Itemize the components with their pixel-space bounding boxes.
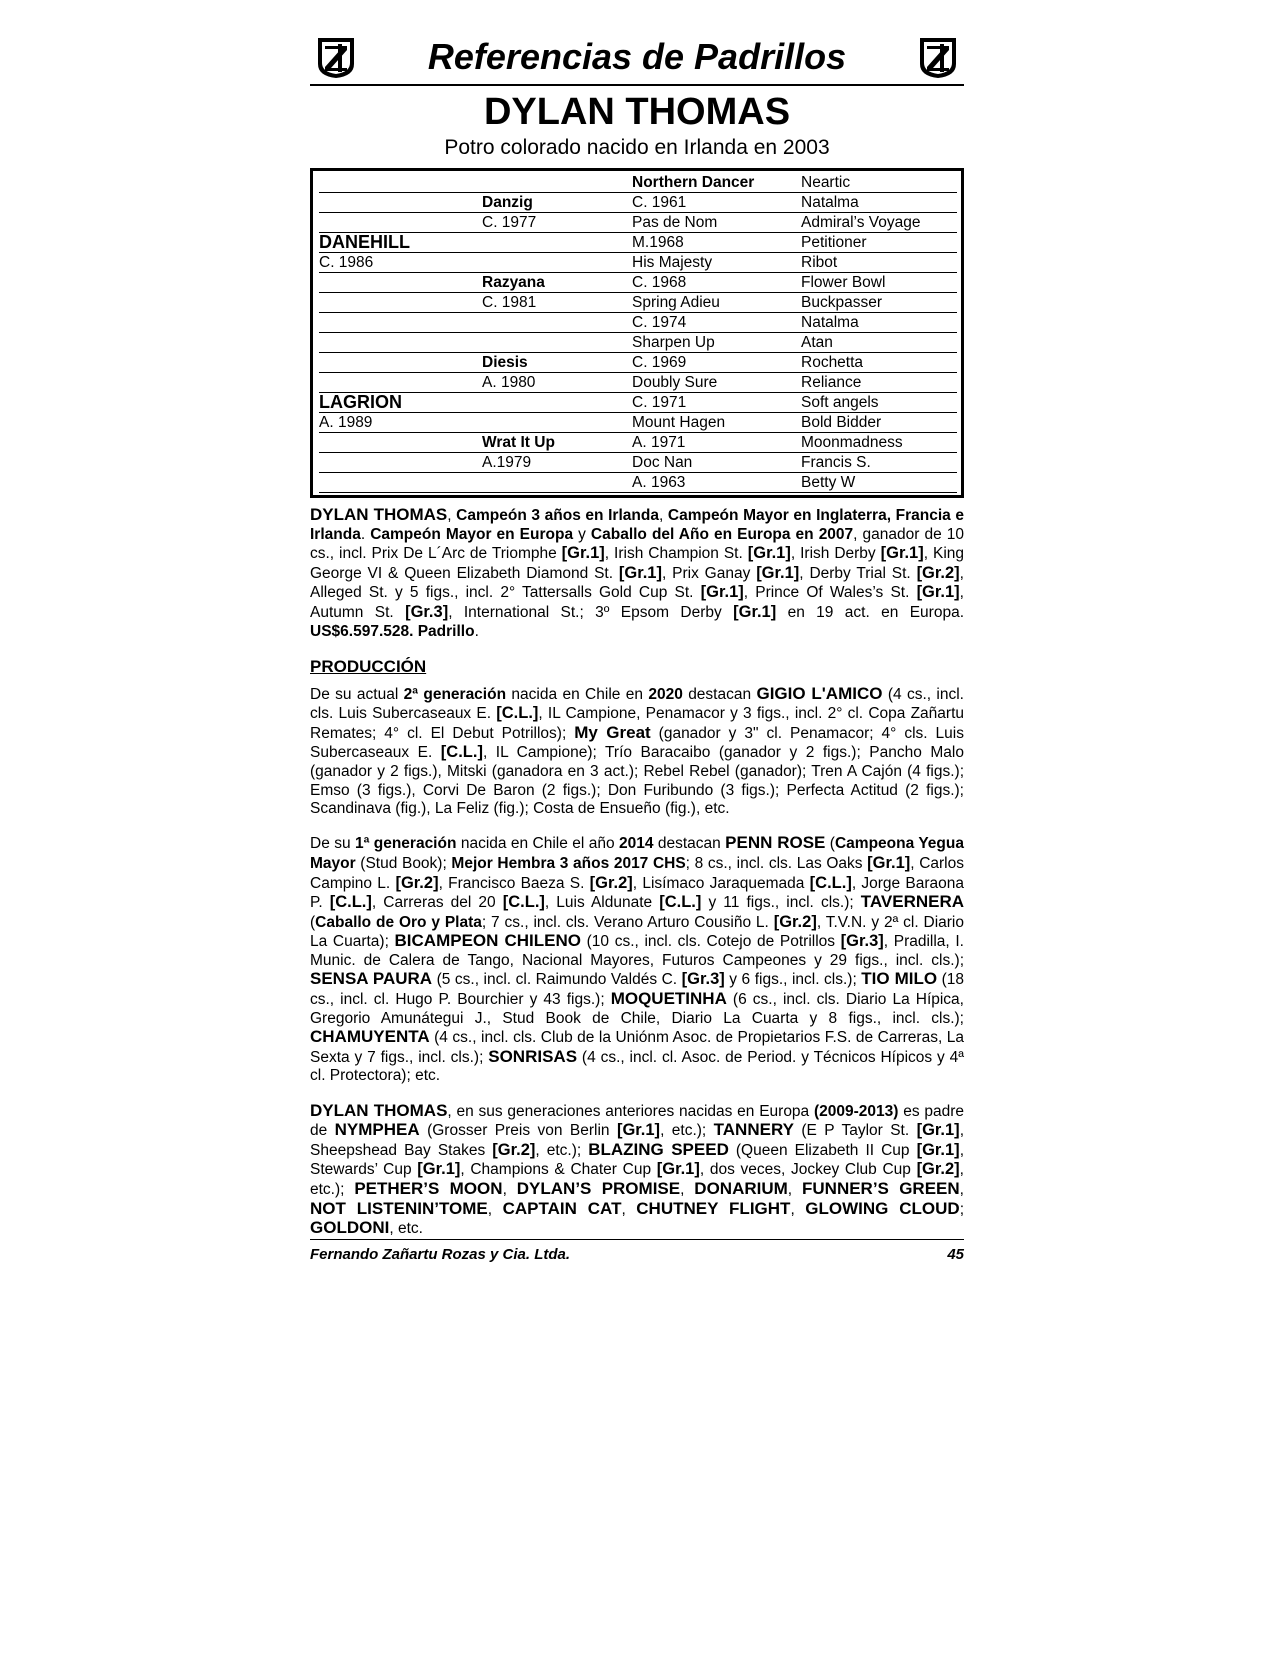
text-run: ( (825, 835, 835, 853)
page-header (310, 30, 964, 86)
text-run: y 6 figs., incl. cls.); (724, 971, 862, 989)
grade-badge: [C.L.] (440, 743, 483, 762)
text-run: (5 cs., incl. cl. Raimundo Valdés C. (432, 971, 682, 989)
pedigree-cell: Diesis (482, 354, 528, 371)
grade-badge: [Gr.2] (916, 1160, 960, 1179)
horse-name-ref: TIO MILO (861, 969, 938, 989)
pedigree-row (319, 433, 957, 453)
pedigree-cell: Northern Dancer (632, 174, 755, 191)
pedigree-cell: M.1968 (632, 234, 684, 251)
text-run: (4 cs., incl. cls. Luis Subercaseaux E. (310, 685, 964, 723)
text-run: Caballo de Oro y Plata (315, 913, 482, 931)
text-run: es padre de (310, 1102, 964, 1140)
grade-badge: [Gr.1] (916, 583, 960, 602)
grade-badge: [Gr.2] (589, 873, 633, 892)
pedigree-cell: A. 1971 (632, 434, 686, 451)
text-run: , Alleged St. y 5 figs., incl. 2° Tattersalls Gold Cup St. (310, 564, 964, 602)
text-run: , Lisímaco Jaraquemada (632, 874, 810, 892)
grade-badge: [C.L.] (496, 704, 539, 723)
text-run: (18 cs., incl. cl. Hugo P. Bourchier y 43 figs.); (310, 971, 964, 1009)
text-run: y (573, 525, 591, 543)
grade-badge: [Gr.1] (417, 1160, 461, 1179)
text-run: , (787, 1180, 802, 1198)
text-run: ; 8 cs., incl. cls. Las Oaks (685, 854, 868, 872)
pedigree-row (319, 453, 957, 473)
text-run: . (360, 525, 371, 543)
text-run: , Francisco Baeza S. (438, 874, 590, 892)
pedigree-cell: Bold Bidder (801, 414, 882, 431)
pedigree-cell: C. 1974 (632, 314, 687, 331)
pedigree-cell: Doubly Sure (632, 374, 718, 391)
text-run: , (658, 507, 668, 524)
horse-name-ref: SONRISAS (488, 1046, 578, 1066)
text-run: , IL Campione); Trío Baracaibo (ganador y 2 figs.); Pancho Malo (ganador y 2 figs.), Mitski (ganadora en 3 act.); Rebel Rebel (ganador); Tren A Cajón (4 figs.); Emso (3 figs.), Corvi De Baron (2 figs.); Don Furibundo (3 figs.); Perfecta Actitud (2 figs.); Scandinava (fig.), La Feliz (fig.); Costa de Ensueño (fig.), etc. (310, 744, 964, 818)
grade-badge: [Gr.3] (840, 932, 884, 951)
text-run: nacida en Chile el año (456, 835, 619, 853)
text-run: (ganador y 3" cl. Penamacor; 4° cls. Luis Subercaseaux E. (310, 724, 964, 762)
pedigree-cell: Rochetta (801, 354, 864, 371)
footer-company: Fernando Zañartu Rozas y Cia. Ltda. (310, 1246, 571, 1263)
text-run: (10 cs., incl. cls. Cotejo de Potrillos (581, 933, 841, 951)
grade-badge: [Gr.1] (616, 1121, 661, 1140)
text-run: ; (959, 1200, 965, 1218)
text-run: , etc.); (660, 1122, 714, 1140)
pedigree-cell: A. 1980 (482, 374, 536, 391)
text-run: (4 cs., incl. cl. Asoc. de Period. y Técnicos Hípicos y 4ª cl. Protectora); etc. (310, 1048, 964, 1085)
text-run: , Irish Derby (790, 545, 881, 563)
pedigree-row (319, 193, 957, 213)
generation-1-paragraph (310, 834, 964, 1086)
pedigree-cell: Pas de Nom (632, 214, 718, 231)
horse-name-ref: PETHER’S MOON (354, 1178, 503, 1198)
text-run: Mejor Hembra 3 años 2017 CHS (451, 854, 686, 872)
grade-badge: [Gr.1] (618, 563, 662, 582)
text-run: , (959, 1180, 964, 1198)
text-run: , Prince Of Wales’s St. (743, 584, 917, 602)
horse-name-ref: BICAMPEON CHILENO (394, 931, 581, 951)
pedigree-cell: Natalma (801, 194, 859, 211)
text-run: Campeón Mayor en Inglaterra, Francia e Irlanda (310, 507, 964, 543)
pedigree-cell: C. 1961 (632, 194, 687, 211)
grade-badge: [Gr.1] (656, 1160, 700, 1179)
text-run: , Jorge Baraona P. (310, 874, 964, 912)
grade-badge: [C.L.] (329, 893, 372, 912)
pedigree-cell: C. 1968 (632, 274, 687, 291)
text-run: , King George VI & Queen Elizabeth Diamond St. (310, 545, 965, 582)
text-run: (Stud Book); (355, 854, 452, 872)
text-run: 1ª generación (354, 835, 457, 853)
pedigree-cell: Petitioner (801, 234, 867, 251)
horse-name-ref: TANNERY (713, 1120, 794, 1140)
text-run: , Carlos Campino L. (310, 854, 964, 892)
text-run: , Luis Aldunate (544, 894, 660, 912)
page-number: 45 (947, 1246, 964, 1263)
text-run: (2009-2013) (813, 1102, 899, 1120)
grade-badge: [Gr.1] (880, 544, 924, 563)
horse-name-ref: MOQUETINHA (610, 989, 727, 1009)
campaign-paragraph (310, 506, 964, 641)
pedigree-cell: C. 1981 (482, 294, 537, 311)
grade-badge: [Gr.3] (681, 970, 725, 989)
text-run: , International St.; 3º Epsom Derby (448, 603, 734, 621)
pedigree-cell: C. 1971 (632, 394, 687, 411)
grade-badge: [Gr.2] (916, 563, 960, 582)
text-run: , Carreras del 20 (371, 894, 503, 912)
pedigree-cell: LAGRION (319, 392, 402, 412)
text-run: 2014 (618, 835, 654, 853)
horse-name-ref: CHUTNEY FLIGHT (636, 1198, 791, 1218)
pedigree-cell: C. 1986 (319, 254, 374, 271)
zr-monogram-logo (916, 34, 960, 80)
grade-badge: [Gr.2] (395, 873, 439, 892)
text-run: , Champions & Chater Cup (460, 1161, 657, 1179)
text-run: (Grosser Preis von Berlin (419, 1122, 617, 1140)
pedigree-cell: Sharpen Up (632, 334, 715, 351)
horse-name-ref: GLOWING CLOUD (805, 1198, 960, 1218)
generation-2-paragraph (310, 685, 964, 819)
text-run: ; 7 cs., incl. cls. Verano Arturo Cousiño L. (481, 913, 774, 931)
horse-name-ref: NOT LISTENIN’TOME (310, 1198, 488, 1218)
text-run: , (447, 507, 457, 524)
grade-badge: [Gr.1] (867, 853, 911, 872)
pedigree-cell: Danzig (482, 194, 533, 211)
pedigree-row (319, 353, 957, 373)
pedigree-row (319, 413, 957, 433)
horse-name-ref: CHAMUYENTA (310, 1027, 430, 1047)
pedigree-row (319, 213, 957, 233)
text-run: , (487, 1200, 503, 1218)
section-title: PRODUCCIÓN (310, 656, 427, 676)
text-run: nacida en Chile en (506, 685, 649, 703)
pedigree-row (319, 393, 957, 413)
pedigree-cell: Spring Adieu (632, 294, 720, 311)
pedigree-cell: A. 1963 (632, 474, 686, 491)
text-run: , Prix Ganay (661, 564, 757, 582)
pedigree-cell: Francis S. (801, 454, 871, 471)
grade-badge: [C.L.] (502, 893, 545, 912)
europe-paragraph (310, 1102, 964, 1239)
text-run: De su actual (310, 685, 404, 703)
text-run: (4 cs., incl. cls. Club de la Uniónm Asoc. de Propietarios F.S. de Carreras, La Sexta y 7 figs., incl. cls.); (310, 1029, 964, 1066)
text-run: , Irish Champion St. (604, 545, 748, 563)
text-run: , (680, 1180, 695, 1198)
horse-name: DYLAN THOMAS (483, 91, 791, 133)
text-run: en 19 act. en Europa. (776, 603, 965, 621)
pedigree-row (319, 173, 957, 193)
text-run: (E P Taylor St. (793, 1122, 917, 1140)
text-run: 2ª generación (403, 685, 507, 703)
horse-name-ref: BLAZING SPEED (588, 1139, 729, 1159)
pedigree-row (319, 253, 957, 273)
horse-name-ref: CAPTAIN CAT (502, 1198, 622, 1218)
horse-name-ref: DYLAN THOMAS (310, 1100, 448, 1120)
horse-subtitle: Potro colorado nacido en Irlanda en 2003 (444, 136, 830, 159)
grade-badge: [Gr.1] (916, 1140, 960, 1159)
text-run: ( (310, 913, 316, 931)
pedigree-cell: Natalma (801, 314, 859, 331)
horse-name-ref: PENN ROSE (725, 833, 826, 853)
grade-badge: [Gr.3] (405, 602, 449, 621)
pedigree-cell: Wrat It Up (482, 434, 555, 451)
pedigree-row (319, 373, 957, 393)
pedigree-row (319, 273, 957, 293)
pedigree-cell: C. 1969 (632, 354, 687, 371)
text-run: , Pradilla, I. Munic. de Calera de Tango, Nacional Mayores, Futuros Campeones y 29 figs., incl. cls.); (310, 933, 964, 969)
pedigree-cell: Betty W (801, 474, 856, 491)
text-run: Campeona Yegua Mayor (310, 835, 964, 872)
text-run: , etc.); (310, 1161, 964, 1198)
pedigree-cell: C. 1977 (482, 214, 537, 231)
grade-badge: [C.L.] (659, 893, 702, 912)
text-run: , (621, 1200, 637, 1218)
grade-badge: [C.L.] (809, 873, 852, 892)
text-run: , ganador de 10 cs., incl. Prix De L´Arc de Triomphe (310, 525, 964, 563)
text-run: Campeón 3 años en Irlanda (456, 507, 659, 524)
page (310, 30, 964, 1254)
page-footer (310, 1239, 964, 1263)
pedigree-table (310, 168, 964, 498)
text-run: De su (310, 835, 355, 853)
pedigree-cell: Moonmadness (801, 434, 903, 451)
text-run: US$6.597.528. Padrillo (310, 622, 475, 640)
pedigree-cell: DANEHILL (319, 232, 410, 252)
pedigree-row (319, 333, 957, 353)
text-run: . (474, 622, 479, 640)
pedigree-cell: Admiral’s Voyage (801, 214, 921, 231)
horse-name-ref: FUNNER’S GREEN (802, 1178, 960, 1198)
text-run: , (502, 1180, 517, 1198)
text-run: , etc. (389, 1220, 423, 1238)
text-run: , IL Campione, Penamacor y 3 figs., incl. 2° cl. Copa Zañartu Remates; 4° cl. El Debut Potrillos); (310, 705, 964, 742)
text-run: , Autumn St. (310, 584, 964, 621)
pedigree-row (319, 313, 957, 333)
pedigree-row (319, 233, 957, 253)
horse-name-ref: DONARIUM (694, 1178, 788, 1198)
grade-badge: [Gr.2] (492, 1140, 536, 1159)
grade-badge: [Gr.1] (733, 602, 777, 621)
pedigree-row (319, 293, 957, 313)
pedigree-cell: Mount Hagen (632, 414, 726, 431)
horse-name-ref: NYMPHEA (334, 1120, 420, 1140)
text-run: , dos veces, Jockey Club Cup (699, 1161, 917, 1179)
horse-name-ref: SENSA PAURA (310, 969, 433, 989)
text-run: , T.V.N. y 2ª cl. Diario La Cuarta); (310, 913, 964, 951)
text-run: , etc.); (535, 1141, 589, 1159)
text-run: y 11 figs., incl. cls.); (701, 894, 861, 912)
text-run: destacan (653, 835, 726, 853)
horse-name-ref: TAVERNERA (860, 892, 965, 912)
pedigree-cell: Soft angels (801, 394, 879, 411)
pedigree-cell: Doc Nan (632, 454, 693, 471)
pedigree-row (319, 473, 957, 493)
horse-name-ref: GIGIO L'AMICO (756, 683, 883, 703)
grade-badge: [Gr.1] (747, 544, 791, 563)
grade-badge: [Gr.1] (916, 1121, 960, 1140)
pedigree-cell: Atan (801, 334, 833, 351)
pedigree-cell: A.1979 (482, 454, 532, 471)
text-run: 2020 (648, 685, 683, 703)
text-run: , Stewards’ Cup (310, 1141, 964, 1179)
pedigree-cell: His Majesty (632, 254, 713, 271)
text-run: (Queen Elizabeth II Cup (728, 1141, 917, 1159)
horse-name-ref: DYLAN’S PROMISE (516, 1178, 681, 1198)
page-title: Referencias de Padrillos (427, 36, 847, 77)
text-run: Caballo del Año en Europa en 2007 (590, 525, 854, 543)
text-run: , Sheepshead Bay Stakes (310, 1122, 964, 1159)
text-run: Campeón Mayor en Europa (370, 525, 574, 543)
pedigree-cell: A. 1989 (319, 414, 373, 431)
horse-name-ref: DYLAN THOMAS (310, 505, 448, 524)
pedigree-cell: Neartic (801, 174, 851, 191)
text-run: , (790, 1200, 806, 1218)
horse-name-ref: GOLDONI (310, 1218, 390, 1238)
pedigree-cell: Flower Bowl (801, 274, 886, 291)
pedigree-cell: Ribot (801, 254, 838, 271)
pedigree-cell: Razyana (482, 274, 545, 291)
horse-name-ref: My Great (574, 722, 651, 742)
text-run: (6 cs., incl. cls. Diario La Hípica, Gregorio Amunátegui J., Stud Book de Chile, Diario La Cuarta y 8 figs., incl. cls.); (310, 991, 964, 1027)
grade-badge: [Gr.1] (561, 544, 605, 563)
pedigree-cell: Buckpasser (801, 294, 882, 311)
text-run: destacan (682, 685, 757, 703)
pedigree-cell: Reliance (801, 374, 862, 391)
text-run: , en sus generaciones anteriores nacidas en Europa (447, 1102, 814, 1120)
grade-badge: [Gr.1] (700, 583, 744, 602)
grade-badge: [Gr.1] (756, 563, 800, 582)
grade-badge: [Gr.2] (773, 912, 817, 931)
text-run: , Derby Trial St. (799, 564, 917, 582)
